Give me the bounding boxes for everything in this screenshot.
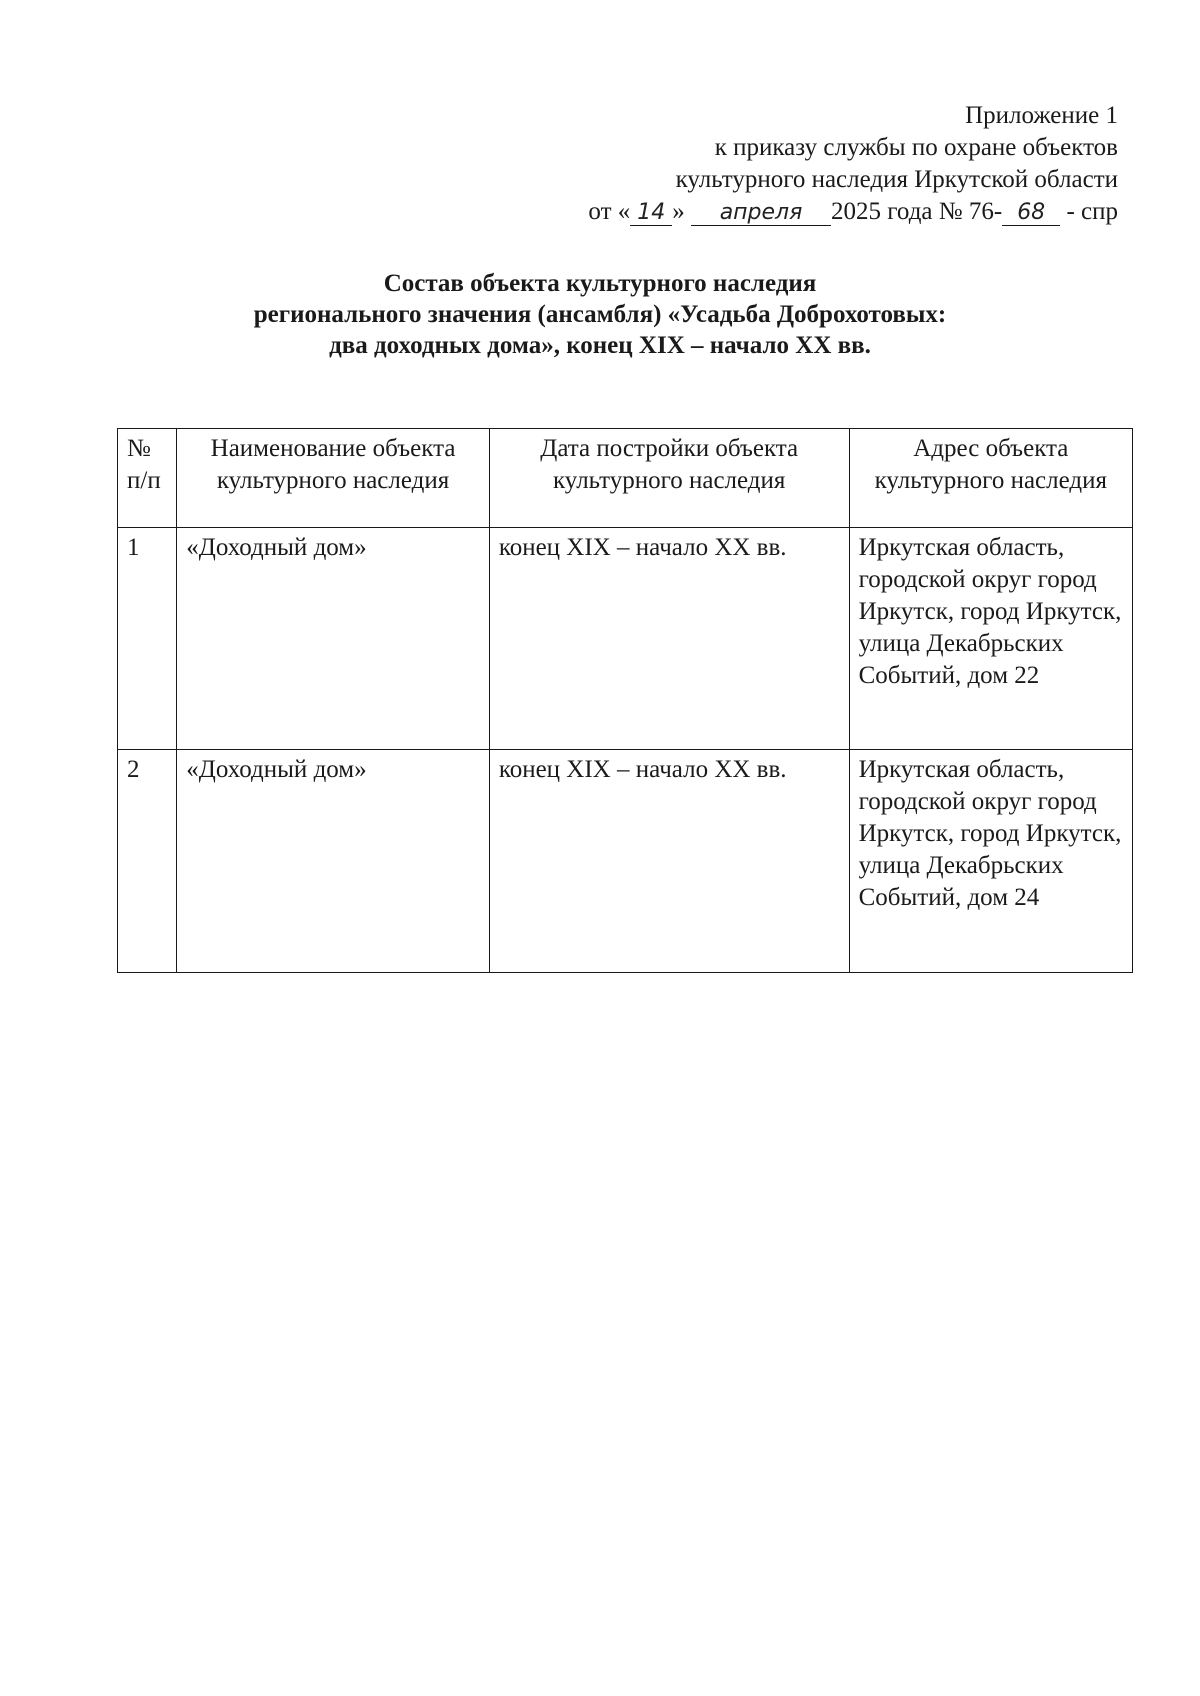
appendix-number: Приложение 1 — [965, 102, 1118, 129]
cell-name: «Доходный дом» — [177, 750, 490, 973]
date-month-handwritten: апреля — [691, 201, 831, 226]
cell-date: конец XIX – начало XX вв. — [489, 528, 849, 750]
cell-num: 1 — [118, 528, 177, 750]
cell-address: Иркутская область, городской округ город Иркутск, город Иркутск, улица Декабрьских Событий, дом 24 — [849, 750, 1132, 973]
date-year-text: 2025 года № 76- — [831, 198, 1003, 225]
title-line-3: два доходных дома», конец XIX – начало XX вв. — [329, 332, 871, 359]
date-mid: » — [672, 198, 685, 225]
document-title — [0, 268, 1200, 361]
appendix-date-line — [588, 196, 1118, 228]
cell-address: Иркутская область, городской округ город Иркутск, город Иркутск, улица Декабрьских Событий, дом 22 — [849, 528, 1132, 750]
header-date: Дата постройки объекта культурного наследия — [489, 429, 849, 528]
cell-date: конец XIX – начало XX вв. — [489, 750, 849, 973]
date-day-handwritten: 14 — [630, 201, 672, 226]
table-header-row — [118, 429, 1133, 528]
header-name: Наименование объекта культурного наследия — [177, 429, 490, 528]
title-line-2: регионального значения (ансамбля) «Усадьба Доброхотовых: — [253, 301, 947, 328]
date-prefix: от « — [588, 198, 631, 225]
appendix-header — [588, 100, 1118, 228]
header-num: № п/п — [118, 429, 177, 528]
order-number-handwritten: 68 — [1002, 201, 1060, 226]
header-address: Адрес объекта культурного наследия — [849, 429, 1132, 528]
table-row — [118, 528, 1133, 750]
cell-name: «Доходный дом» — [177, 528, 490, 750]
title-line-1: Состав объекта культурного наследия — [383, 270, 817, 297]
date-suffix: - спр — [1060, 198, 1118, 225]
heritage-table — [117, 428, 1133, 973]
table-row — [118, 750, 1133, 973]
appendix-order-line: к приказу службы по охране объектов — [714, 134, 1118, 161]
cell-num: 2 — [118, 750, 177, 973]
appendix-authority-line: культурного наследия Иркутской области — [675, 166, 1118, 193]
